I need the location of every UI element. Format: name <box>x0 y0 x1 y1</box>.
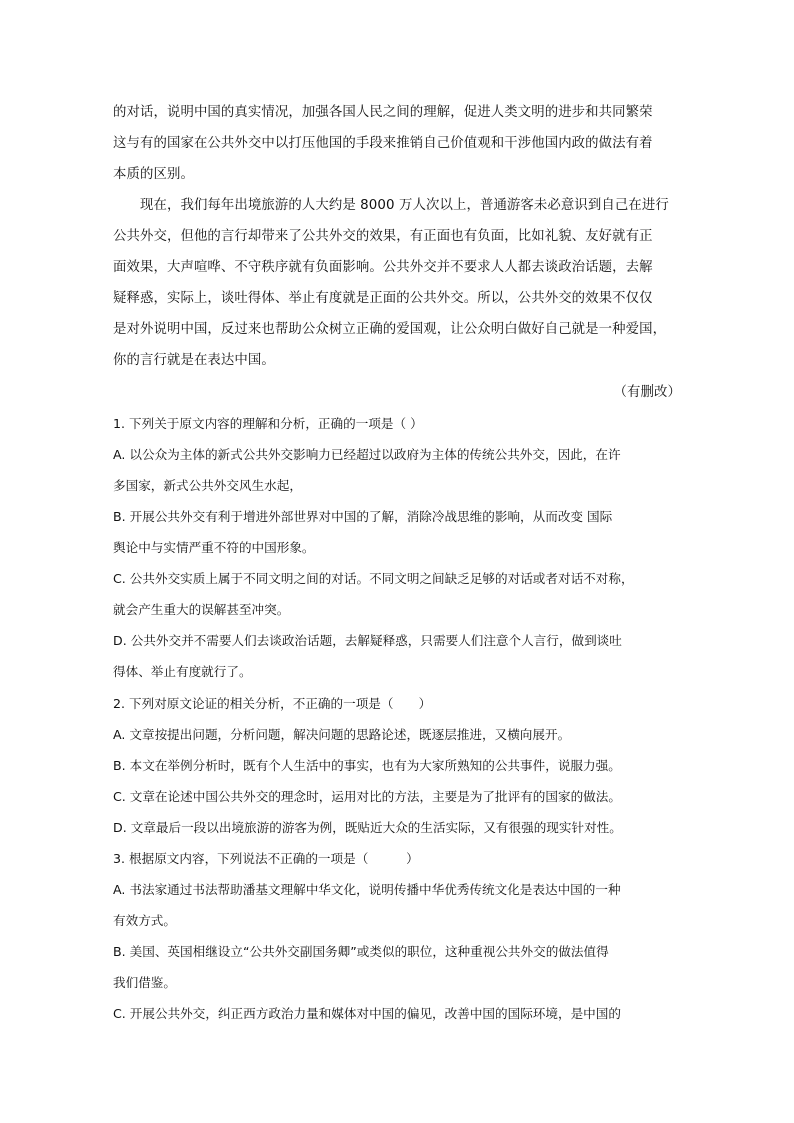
option-line: 得体、举止有度就行了。 <box>113 664 252 679</box>
option-line: D. 公共外交并不需要人们去谈政治话题，去解疑释惑，只需要人们注意个人言行，做到谈吐 <box>113 633 622 648</box>
option-line: 就会产生重大的误解甚至冲突。 <box>113 602 290 617</box>
option-line: B. 本文在举例分析时，既有个人生活中的事实，也有为大家所熟知的公共事件，说服力强。 <box>113 758 621 773</box>
option-line: B. 开展公共外交有利于增进外部世界对中国的了解，消除冷战思维的影响，从而改变 国际 <box>113 509 613 524</box>
text-line: 是对外说明中国，反过来也帮助公众树立正确的爱国观，让公众明白做好自己就是一种爱国， <box>113 322 667 337</box>
option-line: 我们借鉴。 <box>113 975 176 990</box>
question-2 <box>113 688 681 843</box>
option-line: C. 公共外交实质上属于不同文明之间的对话。不同文明之间缺乏足够的对话或者对话不对称， <box>113 571 634 586</box>
option-line: A. 以公众为主体的新式公共外交影响力已经超过以政府为主体的传统公共外交，因此，在许 <box>113 447 621 462</box>
text-line: 本质的区别。 <box>113 167 194 182</box>
option-line: C. 开展公共外交，纠正西方政治力量和媒体对中国的偏见，改善中国的国际环境，是中国的 <box>113 1006 621 1021</box>
option-line: D. 文章最后一段以出境旅游的游客为例，既贴近大众的生活实际，又有很强的现实针对性。 <box>113 820 622 835</box>
option-line: A. 书法家通过书法帮助潘基文理解中华文化，说明传播中华优秀传统文化是表达中国的一种 <box>113 882 621 897</box>
text-line: 公共外交，但他的言行却带来了公共外交的效果，有正面也有负面，比如礼貌、友好就有正 <box>113 229 653 244</box>
question-1 <box>113 408 681 687</box>
text-line: 现在，我们每年出境旅游的人大约是 8000 万人次以上，普通游客未必意识到自己在进行 <box>113 198 669 213</box>
question-stem: 1. 下列关于原文内容的理解和分析，正确的一项是（ ） <box>113 416 423 431</box>
question-3 <box>113 843 681 1029</box>
text-line: 疑释惑，实际上，谈吐得体、举止有度就是正面的公共外交。所以，公共外交的效果不仅仅 <box>113 291 653 306</box>
option-line: 有效方式。 <box>113 913 176 928</box>
question-stem: 2. 下列对原文论证的相关分析，不正确的一项是（ ） <box>113 696 432 711</box>
option-line: 舆论中与实情严重不符的中国形象。 <box>113 540 315 555</box>
edit-note <box>113 377 681 408</box>
option-line: 多国家，新式公共外交风生水起， <box>113 478 302 493</box>
text-line: 面效果，大声喧哗、不守秩序就有负面影响。公共外交并不要求人人都去谈政治话题，去解 <box>113 260 653 275</box>
text-line: 这与有的国家在公共外交中以打压他国的手段来推销自己价值观和干涉他国内政的做法有着 <box>113 136 653 151</box>
option-line: B. 美国、英国相继设立“公共外交副国务卿”或类似的职位，这种重视公共外交的做法值得 <box>113 944 609 959</box>
edit-note-text: （有删改） <box>613 385 681 400</box>
question-stem: 3. 根据原文内容，下列说法不正确的一项是（ ） <box>113 851 419 866</box>
text-line: 你的言行就是在表达中国。 <box>113 353 275 368</box>
text-line: 的对话，说明中国的真实情况，加强各国人民之间的理解，促进人类文明的进步和共同繁荣 <box>113 105 653 120</box>
option-line: C. 文章在论述中国公共外交的理念时，运用对比的方法，主要是为了批评有的国家的做法。 <box>113 789 621 804</box>
passage-paragraph-last <box>113 190 681 376</box>
option-line: A. 文章按提出问题，分析问题，解决问题的思路论述，既逐层推进，又横向展开。 <box>113 727 571 742</box>
passage-paragraph-continued <box>113 97 681 190</box>
